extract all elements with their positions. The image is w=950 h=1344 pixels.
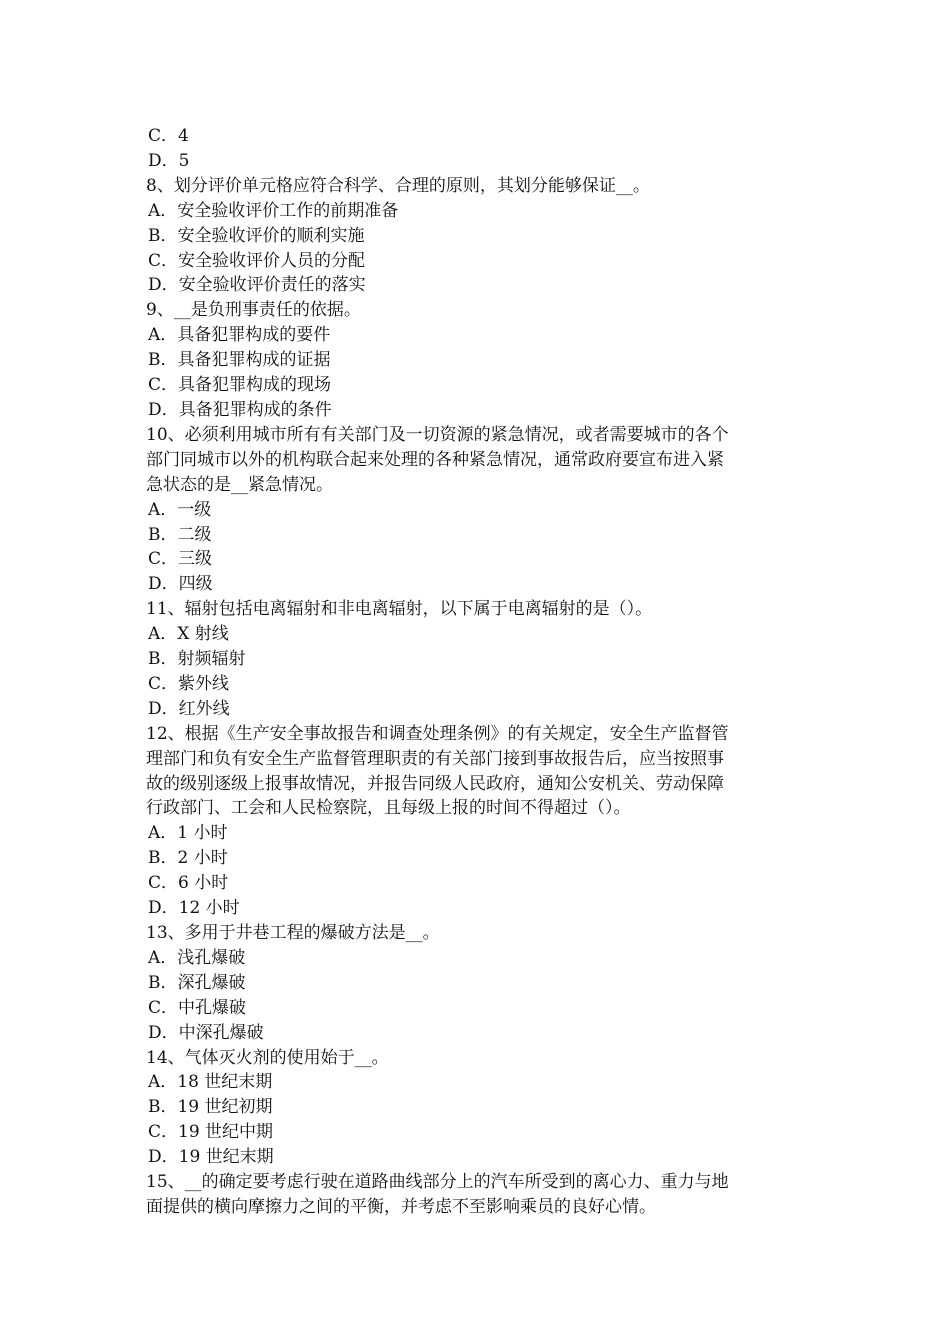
- question-text-line: 面提供的横向摩擦力之间的平衡，并考虑不至影响乘员的良好心情。: [146, 1196, 656, 1217]
- answer-option-line: B．2 小时: [148, 848, 228, 869]
- answer-option-line: D．19 世纪末期: [148, 1147, 274, 1168]
- question-text-line: 9、__是负刑事责任的依据。: [146, 300, 361, 321]
- answer-option-line: B．深孔爆破: [148, 972, 246, 993]
- question-text-line: 部门同城市以外的机构联合起来处理的各种紧急情况，通常政府要宣布进入紧: [146, 449, 724, 470]
- answer-option-line: B．射频辐射: [148, 649, 246, 670]
- answer-option-line: A．具备犯罪构成的要件: [148, 325, 331, 346]
- question-text-line: 13、多用于井巷工程的爆破方法是__。: [146, 923, 440, 943]
- answer-option-line: C．三级: [148, 549, 213, 570]
- answer-option-line: A．安全验收评价工作的前期准备: [148, 200, 399, 221]
- question-text-line: 行政部门、工会和人民检察院，且每级上报的时间不得超过（）。: [146, 798, 631, 819]
- answer-option-line: B．二级: [148, 524, 212, 545]
- question-text-line: 11、辐射包括电离辐射和非电离辐射，以下属于电离辐射的是（）。: [146, 599, 653, 620]
- document-body: [146, 124, 812, 1220]
- answer-option-line: B．19 世纪初期: [148, 1097, 273, 1118]
- answer-option-line: A．X 射线: [148, 624, 229, 645]
- answer-option-line: C．4: [148, 126, 189, 146]
- question-text-line: 8、划分评价单元格应符合科学、合理的原则，其划分能够保证__。: [146, 175, 650, 196]
- question-text-line: 10、必须利用城市所有有关部门及一切资源的紧急情况，或者需要城市的各个: [146, 424, 729, 445]
- answer-option-line: A．1 小时: [148, 823, 228, 844]
- question-text-line: 理部门和负有安全生产监督管理职责的有关部门接到事故报告后，应当按照事: [146, 748, 724, 769]
- question-text-line: 12、根据《生产安全事故报告和调查处理条例》的有关规定，安全生产监督管: [146, 723, 729, 744]
- answer-option-line: C．紫外线: [148, 673, 230, 694]
- answer-option-line: D．红外线: [148, 698, 230, 719]
- answer-option-line: D．安全验收评价责任的落实: [148, 275, 366, 296]
- answer-option-line: C．6 小时: [148, 873, 229, 894]
- answer-option-line: C．安全验收评价人员的分配: [148, 250, 366, 271]
- question-text-line: 15、__的确定要考虑行驶在道路曲线部分上的汽车所受到的离心力、重力与地: [146, 1172, 729, 1193]
- answer-option-line: D．四级: [148, 574, 213, 595]
- answer-option-line: B．安全验收评价的顺利实施: [148, 225, 365, 246]
- answer-option-line: D．中深孔爆破: [148, 1022, 264, 1043]
- answer-option-line: C．19 世纪中期: [148, 1122, 274, 1143]
- answer-option-line: D．12 小时: [148, 898, 240, 919]
- answer-option-line: B．具备犯罪构成的证据: [148, 350, 331, 371]
- question-text-line: 故的级别逐级上报事故情况，并报告同级人民政府，通知公安机关、劳动保障: [146, 773, 724, 794]
- answer-option-line: A．18 世纪末期: [148, 1072, 273, 1093]
- answer-option-line: D．具备犯罪构成的条件: [148, 399, 332, 420]
- answer-option-line: A．浅孔爆破: [148, 947, 246, 968]
- question-text-line: 14、气体灭火剂的使用始于__。: [146, 1047, 389, 1068]
- answer-option-line: D．5: [148, 150, 190, 171]
- question-text-line: 急状态的是__紧急情况。: [146, 474, 333, 495]
- answer-option-line: C．具备犯罪构成的现场: [148, 375, 332, 396]
- answer-option-line: A．一级: [148, 499, 212, 520]
- answer-option-line: C．中孔爆破: [148, 997, 247, 1018]
